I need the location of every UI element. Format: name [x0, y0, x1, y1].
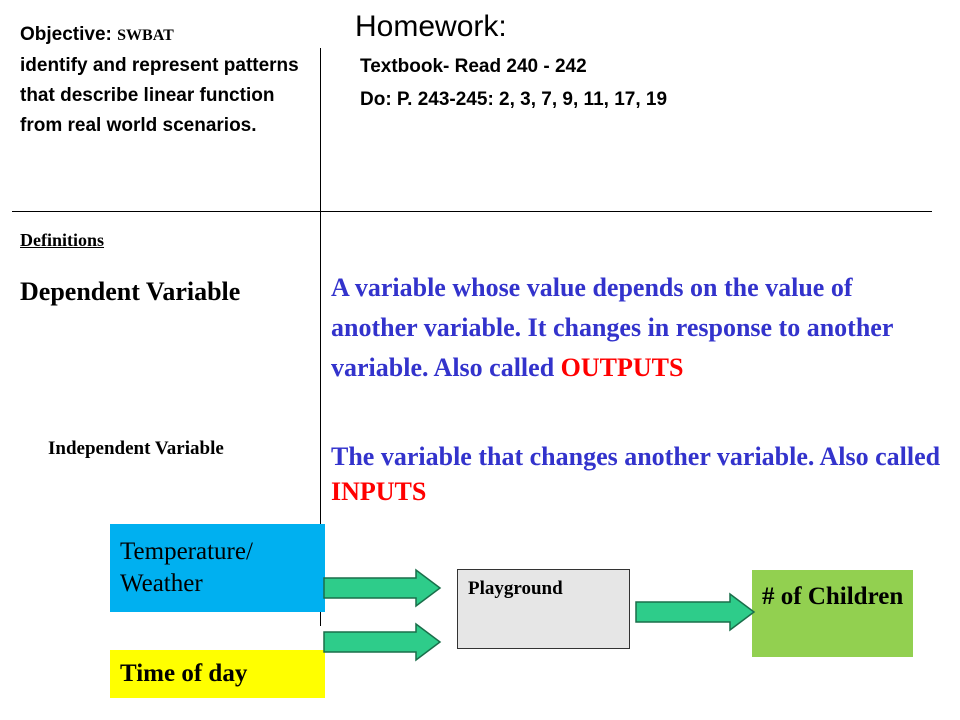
arrow-playground-to-children — [634, 592, 756, 632]
homework-reading: Textbook- Read 240 - 242 — [360, 56, 587, 77]
definitions-heading: Definitions — [20, 230, 105, 250]
independent-definition-text: The variable that changes another variable. Also called — [331, 442, 941, 471]
objective-body: identify and represent patterns that describe linear function from real world scenarios. — [20, 55, 299, 136]
dependent-definition-text: A variable whose value depends on the value of another variable. It changes in response to another variable. Also called — [331, 273, 893, 382]
inputs-highlight: INPUTS — [331, 477, 427, 506]
outputs-highlight: OUTPUTS — [560, 353, 684, 382]
independent-variable-term: Independent Variable — [48, 438, 224, 459]
arrow-temperature-to-playground — [322, 568, 442, 608]
time-of-day-box: Time of day — [110, 650, 325, 698]
number-of-children-box: # of Children — [752, 570, 913, 657]
objective-swbat: SWBAT — [117, 27, 174, 44]
dependent-variable-term: Dependent Variable — [20, 277, 241, 306]
playground-box: Playground — [457, 569, 630, 649]
temperature-weather-box: Temperature/ Weather — [110, 524, 325, 612]
objective-text — [20, 20, 320, 141]
objective-label: Objective: — [20, 24, 118, 45]
arrow-time-to-playground — [322, 622, 442, 662]
homework-problems: Do: P. 243-245: 2, 3, 7, 9, 11, 17, 19 — [360, 89, 668, 110]
homework-title: Homework: — [355, 10, 507, 43]
independent-variable-definition — [331, 439, 951, 509]
horizontal-divider — [12, 211, 932, 212]
dependent-variable-definition — [331, 268, 931, 388]
